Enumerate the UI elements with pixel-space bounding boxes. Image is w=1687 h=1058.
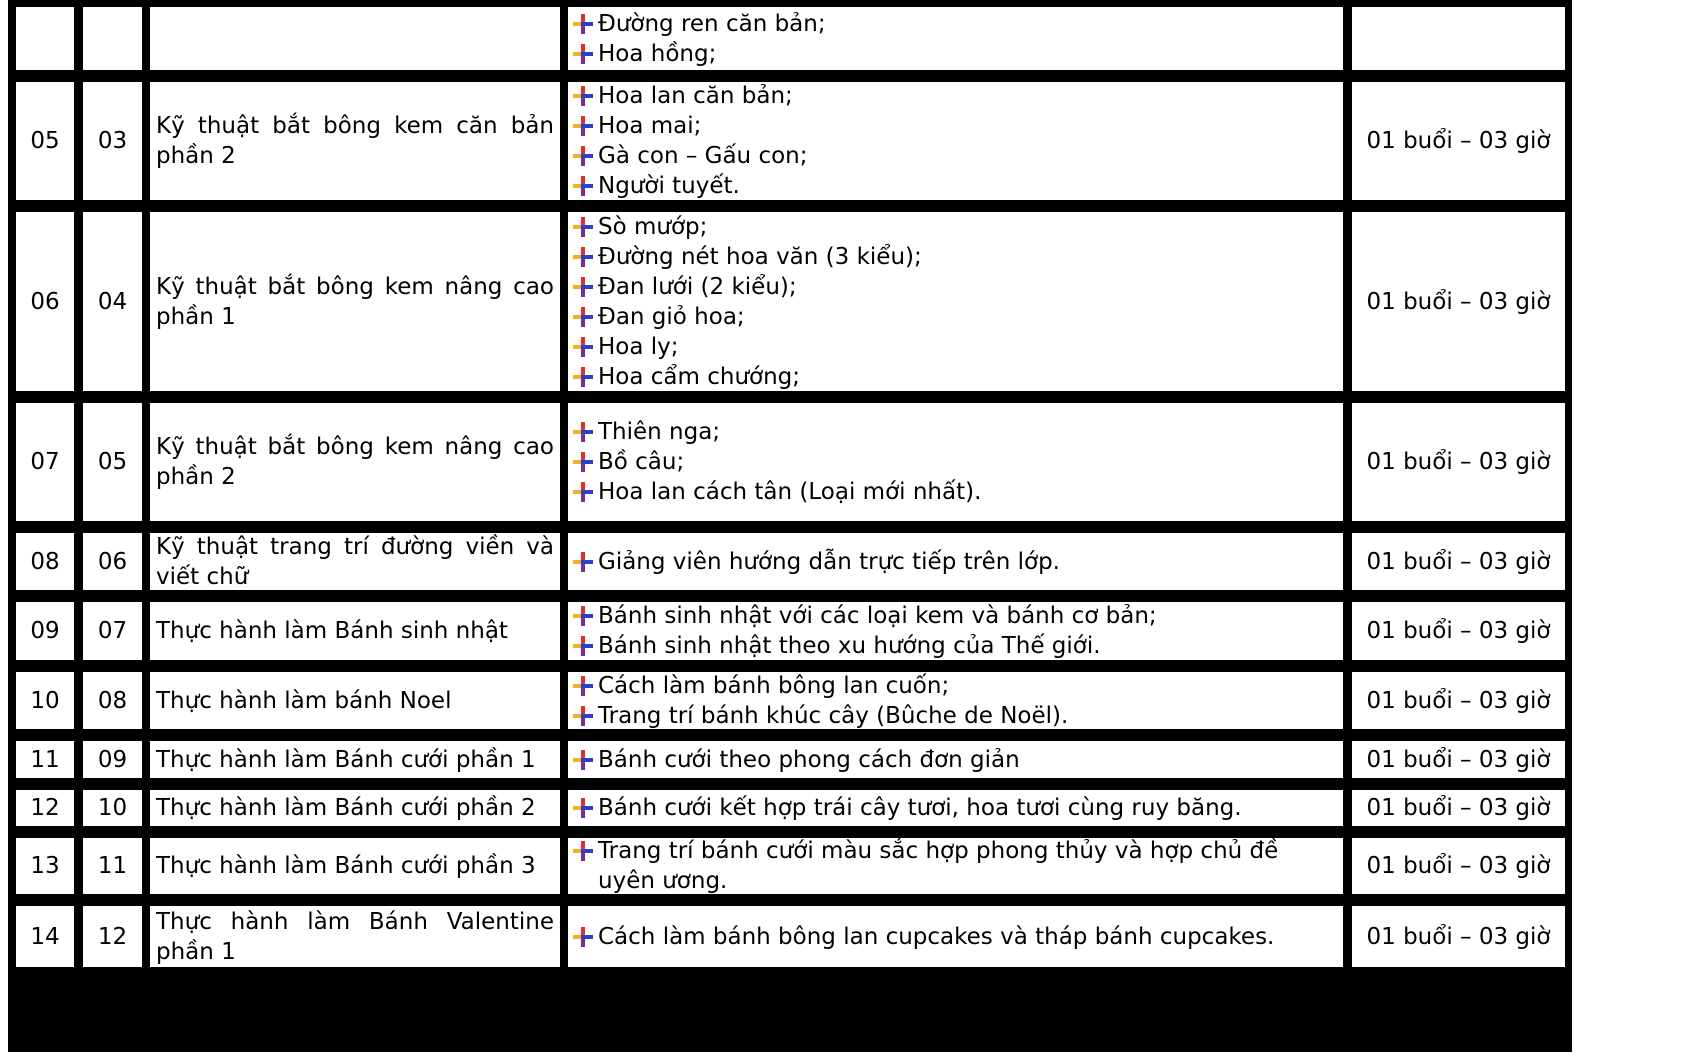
cell-lesson-number: 10 [81,788,144,828]
list-item-text: Trang trí bánh cưới màu sắc hợp phong thủy và hợp chủ đề uyên ương. [598,838,1279,894]
list-item [572,417,1337,447]
list-item [572,302,1337,332]
list-item-text: Đan giỏ hoa; [598,303,745,330]
cell-content [566,80,1345,202]
cell-topic [148,836,562,896]
list-item [572,141,1337,171]
cell-duration: 01 buổi – 03 giờ [1350,739,1567,780]
table-frame [8,0,1572,1052]
cross-bullet-icon [572,836,598,866]
cell-lesson-number: 05 [81,401,144,523]
cell-content [566,401,1345,523]
cell-lesson-number: 09 [81,739,144,780]
cell-lesson-number: 08 [81,670,144,731]
list-item-text: Đường ren căn bản; [598,10,826,37]
cell-stt: 14 [14,904,76,969]
topic-text: Thực hành làm Bánh sinh nhật [156,618,508,644]
list-item [572,9,1337,39]
list-item [572,631,1337,661]
cross-bullet-icon [572,701,598,731]
list-item-text: Hoa lan căn bản; [598,83,793,109]
cell-topic [148,531,562,592]
table-row [8,205,1572,396]
table-row [8,899,1572,972]
cross-bullet-icon [572,447,598,477]
list-item [572,242,1337,272]
topic-text: Thực hành làm bánh Noel [156,687,452,714]
cross-bullet-icon [572,81,598,111]
cross-bullet-icon [572,141,598,171]
list-item [572,745,1337,775]
cell-topic [148,210,562,393]
topic-text: Kỹ thuật bắt bông kem nâng cao phần 1 [156,273,554,330]
list-item [572,836,1337,896]
cross-bullet-icon [572,39,598,69]
cell-duration: 01 buổi – 03 giờ [1350,80,1567,202]
list-item-text: Hoa mai; [598,113,702,139]
cross-bullet-icon [572,111,598,141]
cross-bullet-icon [572,745,598,775]
list-item-text: Hoa cẩm chướng; [598,363,801,390]
cross-bullet-icon [572,302,598,332]
list-item-text: Người tuyết. [598,173,740,199]
cell-lesson-number: 12 [81,904,144,969]
list-item [572,601,1337,631]
cell-content [566,5,1345,72]
cell-stt [14,5,76,72]
cross-bullet-icon [572,242,598,272]
list-item [572,171,1337,201]
cell-topic [148,80,562,202]
list-item-text: Bánh sinh nhật theo xu hướng của Thế giới. [598,633,1101,659]
list-item [572,701,1337,731]
list-item-text: Đan lưới (2 kiểu); [598,273,797,300]
topic-text: Kỹ thuật bắt bông kem căn bản phần 2 [156,113,554,169]
cell-stt: 08 [14,531,76,592]
table-row [8,783,1572,831]
list-item [572,111,1337,141]
cell-duration: 01 buổi – 03 giờ [1350,788,1567,828]
cross-bullet-icon [572,793,598,823]
list-item-text: Giảng viên hướng dẫn trực tiếp trên lớp. [598,548,1060,575]
list-item [572,332,1337,362]
list-item [572,272,1337,302]
cell-topic [148,401,562,523]
cell-topic [148,600,562,662]
cell-duration: 01 buổi – 03 giờ [1350,531,1567,592]
cell-lesson-number: 11 [81,836,144,896]
list-item-text: Bánh sinh nhật với các loại kem và bánh cơ bản; [598,603,1157,629]
list-item-text: Hoa lan cách tân (Loại mới nhất). [598,479,982,505]
cell-stt: 11 [14,739,76,780]
cell-stt: 07 [14,401,76,523]
cell-duration: 01 buổi – 03 giờ [1350,210,1567,393]
cell-stt: 06 [14,210,76,393]
cell-duration: 01 buổi – 03 giờ [1350,600,1567,662]
cell-lesson-number: 04 [81,210,144,393]
cell-lesson-number: 07 [81,600,144,662]
cross-bullet-icon [572,362,598,392]
cell-content [566,788,1345,828]
cell-content [566,531,1345,592]
cross-bullet-icon [572,547,598,577]
list-item-text: Thiên nga; [598,419,721,445]
list-item [572,212,1337,242]
cross-bullet-icon [572,601,598,631]
cell-duration: 01 buổi – 03 giờ [1350,904,1567,969]
list-item-text: Hoa ly; [598,333,679,360]
cell-topic [148,904,562,969]
cross-bullet-icon [572,671,598,701]
cross-bullet-icon [572,332,598,362]
cell-duration [1350,5,1567,72]
table-row [8,734,1572,783]
cell-lesson-number [81,5,144,72]
cell-content [566,600,1345,662]
list-item-text: Sò mướp; [598,213,708,240]
cell-stt: 10 [14,670,76,731]
table-row [8,396,1572,526]
list-item [572,547,1337,577]
cell-topic [148,739,562,780]
cell-stt: 12 [14,788,76,828]
table-row [8,831,1572,899]
list-item [572,477,1337,507]
list-item-text: Cách làm bánh bông lan cuốn; [598,672,950,699]
list-item-text: Hoa hồng; [598,40,717,67]
cell-duration: 01 buổi – 03 giờ [1350,401,1567,523]
list-item-text: Cách làm bánh bông lan cupcakes và tháp bánh cupcakes. [598,923,1275,950]
table-row [8,0,1572,75]
cell-topic [148,670,562,731]
cross-bullet-icon [572,417,598,447]
list-item [572,793,1337,823]
cross-bullet-icon [572,922,598,952]
list-item [572,39,1337,69]
cell-lesson-number: 06 [81,531,144,592]
cell-topic [148,5,562,72]
table-row [8,665,1572,734]
cell-content [566,670,1345,731]
cross-bullet-icon [572,477,598,507]
topic-text: Kỹ thuật trang trí đường viền và viết chữ [156,533,554,590]
topic-text: Thực hành làm Bánh cưới phần 2 [156,795,536,821]
topic-text: Thực hành làm Bánh Valentine phần 1 [156,908,554,965]
list-item [572,671,1337,701]
topic-text: Thực hành làm Bánh cưới phần 3 [156,853,536,879]
list-item-text: Bánh cưới theo phong cách đơn giản [598,746,1020,773]
cell-lesson-number: 03 [81,80,144,202]
list-item [572,362,1337,392]
cell-content [566,904,1345,969]
cell-content [566,739,1345,780]
list-item-text: Bánh cưới kết hợp trái cây tươi, hoa tươi cùng ruy băng. [598,795,1242,821]
list-item-text: Gà con – Gấu con; [598,143,808,169]
list-item-text: Trang trí bánh khúc cây (Bûche de Noël). [598,702,1069,729]
topic-text: Kỹ thuật bắt bông kem nâng cao phần 2 [156,434,554,490]
list-item [572,447,1337,477]
cross-bullet-icon [572,9,598,39]
list-item [572,81,1337,111]
cross-bullet-icon [572,212,598,242]
cross-bullet-icon [572,171,598,201]
topic-text: Thực hành làm Bánh cưới phần 1 [156,746,536,773]
cross-bullet-icon [572,272,598,302]
cross-bullet-icon [572,631,598,661]
cell-content [566,210,1345,393]
list-item-text: Đường nét hoa văn (3 kiểu); [598,243,922,270]
list-item-text: Bồ câu; [598,449,685,475]
table-row [8,75,1572,205]
table-row [8,595,1572,665]
cell-stt: 09 [14,600,76,662]
table-row [8,526,1572,595]
cell-duration: 01 buổi – 03 giờ [1350,836,1567,896]
cell-content [566,836,1345,896]
cell-topic [148,788,562,828]
list-item [572,922,1337,952]
cell-stt: 13 [14,836,76,896]
cell-duration: 01 buổi – 03 giờ [1350,670,1567,731]
cell-stt: 05 [14,80,76,202]
